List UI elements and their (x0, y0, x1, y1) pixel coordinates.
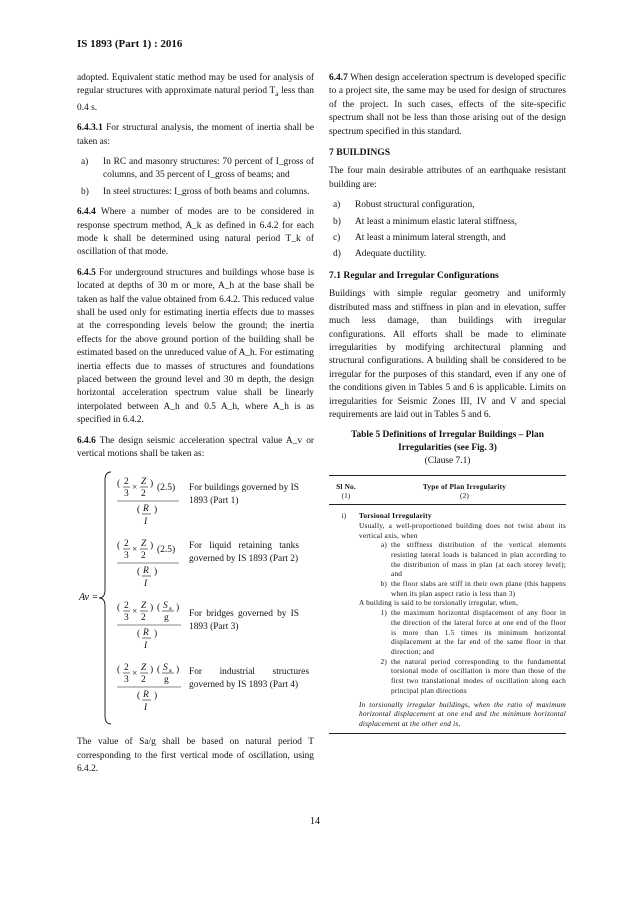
vertical-spectrum-formula (77, 468, 314, 728)
inertia-list (77, 156, 314, 199)
page-number: 14 (310, 816, 320, 827)
svg-text:(: ( (117, 479, 121, 490)
svg-text:(: ( (117, 541, 121, 552)
para-continuation: adopted. Equivalent static method may be used for analysis of regular structures with approximate natural period $T_a$ less than 0.4 s. (77, 73, 314, 113)
table-clause: (Clause 7.1) (424, 456, 471, 467)
svg-text:R: R (143, 504, 149, 515)
svg-text:): ) (176, 603, 180, 614)
svg-text:): ) (154, 505, 158, 516)
svg-text:(: ( (137, 505, 141, 516)
svg-text:2: 2 (124, 663, 129, 674)
svg-text:Z: Z (141, 539, 147, 550)
formula-graphic (77, 468, 187, 728)
col-number: (2) (459, 491, 470, 501)
list-item: a) In RC and masonry structures: 70 percent of I_gross of columns, and 35 percent of I_gross of beams; and (81, 156, 314, 181)
formula-case-1: For buildings governed by IS 1893 (Part 1) (189, 483, 299, 507)
list-item: b) In steel structures: I_gross of both beams and columns. (81, 186, 310, 197)
svg-text:(: ( (117, 665, 121, 676)
row-subitem: a) the stiffness distribution of the vertical elements resisting lateral loads is balanced in plan according to the distribution of mass in plan (at each storey level); and (380, 540, 566, 579)
svg-text:a: a (169, 606, 172, 613)
formula-case-2: For liquid retaining tanks governed by IS 1893 (Part 2) (189, 541, 299, 565)
list-item: b) At least a minimum elastic lateral stiffness, (333, 216, 518, 227)
formula-lhs: Av = (79, 592, 99, 604)
clause-6-4-3-1: 6.4.3.1 For structural analysis, the moment of inertia shall be taken as: (77, 123, 314, 147)
svg-text:(: ( (117, 603, 121, 614)
left-column (77, 72, 314, 784)
row-mid: A building is said to be torsionally irregular, when, (359, 598, 519, 608)
list-item: c) At least a minimum lateral strength, and (333, 233, 506, 244)
col-header-sl: Sl No. (336, 481, 356, 491)
clause-6-4-6: 6.4.6 The design seismic acceleration spectral value A_v or vertical motions shall be taken as: (77, 435, 314, 460)
svg-text:): ) (176, 665, 180, 676)
formula-case-4: For industrial structures governed by IS 1893 (Part 4) (189, 667, 309, 691)
table-5 (329, 475, 566, 734)
formula-case-3: For bridges governed by IS 1893 (Part 3) (189, 609, 299, 633)
svg-text:): ) (154, 567, 158, 578)
svg-text:(: ( (137, 629, 141, 640)
right-column (329, 72, 566, 734)
svg-text:3: 3 (124, 551, 129, 562)
svg-text:2: 2 (124, 539, 129, 550)
svg-text:I: I (144, 703, 148, 714)
svg-text:): ) (150, 603, 154, 614)
closing-para: The value of Sa/g shall be based on natural period T corresponding to the first vertical mode of oscillation, using 6.4.2. (77, 737, 314, 775)
svg-text:×: × (132, 607, 138, 618)
svg-text:I: I (144, 641, 148, 652)
svg-text:): ) (150, 541, 154, 552)
svg-text:Z: Z (141, 663, 147, 674)
svg-text:S: S (163, 601, 168, 612)
svg-text:3: 3 (124, 613, 129, 624)
svg-text:g: g (164, 613, 169, 624)
table-caption: Table 5 Definitions of Irregular Buildings – Plan Irregularities (see Fig. 3) (351, 430, 544, 454)
svg-text:(: ( (137, 567, 141, 578)
svg-text:2: 2 (124, 601, 129, 612)
svg-text:3: 3 (124, 675, 129, 686)
svg-text:g: g (164, 675, 169, 686)
running-header: IS 1893 (Part 1) : 2016 (77, 38, 183, 50)
svg-text:R: R (143, 690, 149, 701)
row-subitem: 1) the maximum horizontal displacement of any floor in the direction of the lateral force at one end of the floor is more than 1.5 times its minimum horizontal displacement at the far end of the same floor in that direction; and (380, 608, 566, 656)
col-number: (1) (341, 491, 351, 501)
svg-text:a: a (169, 668, 172, 675)
svg-text:): ) (154, 691, 158, 702)
svg-text:(: ( (157, 603, 161, 614)
list-item: a) Robust structural configuration, (333, 200, 475, 211)
svg-text:(2.5): (2.5) (157, 483, 176, 494)
row-number: i) (341, 511, 347, 521)
row-subitem: b) the floor slabs are stiff in their own plane (this happens when its plan aspect ratio is less than 3) (380, 579, 566, 598)
col-header-type: Type of Plan Irregularity (422, 481, 507, 491)
list-item: d) Adequate ductility. (333, 249, 427, 260)
clause-6-4-4: 6.4.4 Where a number of modes are to be considered in response spectrum method, A_k as defined in 6.4.2 for each mode k shall be determined using natural period T_k of oscillation of that mode. (77, 207, 314, 258)
para-7: The four main desirable attributes of an earthquake resistant building are: (329, 166, 566, 190)
svg-text:R: R (143, 566, 149, 577)
svg-text:(: ( (157, 665, 161, 676)
svg-text:(2.5): (2.5) (157, 545, 176, 556)
svg-text:×: × (132, 483, 138, 494)
table-row (329, 505, 566, 732)
row-note: In torsionally irregular buildings, when the ratio of maximum horizontal displacement at one end and the minimum horizontal displacement at the other end is, (359, 699, 566, 728)
row-title: Torsional Irregularity (359, 511, 432, 521)
svg-text:2: 2 (141, 675, 146, 686)
clause-6-4-7: 6.4.7 When design acceleration spectrum is developed specific to a project site, the same may be used for design of structures of the project. In such cases, effects of the site-specific spectrum shall not be less than those arising out of the design spectrum specified in this standard. (329, 73, 566, 137)
svg-text:2: 2 (141, 613, 146, 624)
svg-text:×: × (132, 545, 138, 556)
row-subitem: 2) the natural period corresponding to the fundamental torsional mode of oscillation is more than those of the first two translational modes of oscillation along each principal plan directions (380, 656, 566, 695)
svg-text:): ) (150, 479, 154, 490)
attributes-list (329, 199, 566, 262)
svg-text:3: 3 (124, 489, 129, 500)
svg-text:S: S (163, 663, 168, 674)
svg-text:): ) (154, 629, 158, 640)
svg-text:I: I (144, 579, 148, 590)
svg-text:Z: Z (141, 477, 147, 488)
table-header (329, 476, 566, 505)
svg-text:I: I (144, 517, 148, 528)
svg-text:Z: Z (141, 601, 147, 612)
para-7-1: Buildings with simple regular geometry and uniformly distributed mass and stiffness in plan and in elevation, suffer much less damage, than buildings with irregular configurations. All efforts shall be made to eliminate irregularities by modifying architectural planning and structural configurations. A building shall be considered to be irregular for the purposes of this standard, even if any one of the conditions given in Tables 5 and 6 is applicable. Limits on irregularities for Seismic Zones III, IV and V and special requirements are laid out in Tables 5 and 6. (329, 289, 566, 420)
clause-6-4-5: 6.4.5 For underground structures and buildings whose base is located at depths of 30 m or more, A_h at the base shall be taken as half the value obtained from 6.4.2. This reduced value shall be used only for estimating inertia effects due to masses at the corresponding levels below the ground; the inertia effects for the above ground portion of the building shall be estimated based on the unreduced value of A_h. For estimating inertia effects due to masses of structures and foundations placed between the ground level and 30 m depth, the design horizontal acceleration spectrum value shall be linearly interpolated between A_h and 0.5 A_h, where A_h is as specified in 6.4.2. (77, 267, 314, 426)
svg-text:2: 2 (124, 477, 129, 488)
svg-text:R: R (143, 628, 149, 639)
svg-text:×: × (132, 669, 138, 680)
svg-text:(: ( (137, 691, 141, 702)
svg-text:): ) (150, 665, 154, 676)
row-intro: Usually, a well-proportioned building does not twist about its vertical axis, when (359, 520, 566, 540)
svg-text:2: 2 (141, 551, 146, 562)
section-heading-7: 7 BUILDINGS (329, 147, 391, 159)
svg-text:2: 2 (141, 489, 146, 500)
section-heading-7-1: 7.1 Regular and Irregular Configurations (329, 269, 499, 281)
